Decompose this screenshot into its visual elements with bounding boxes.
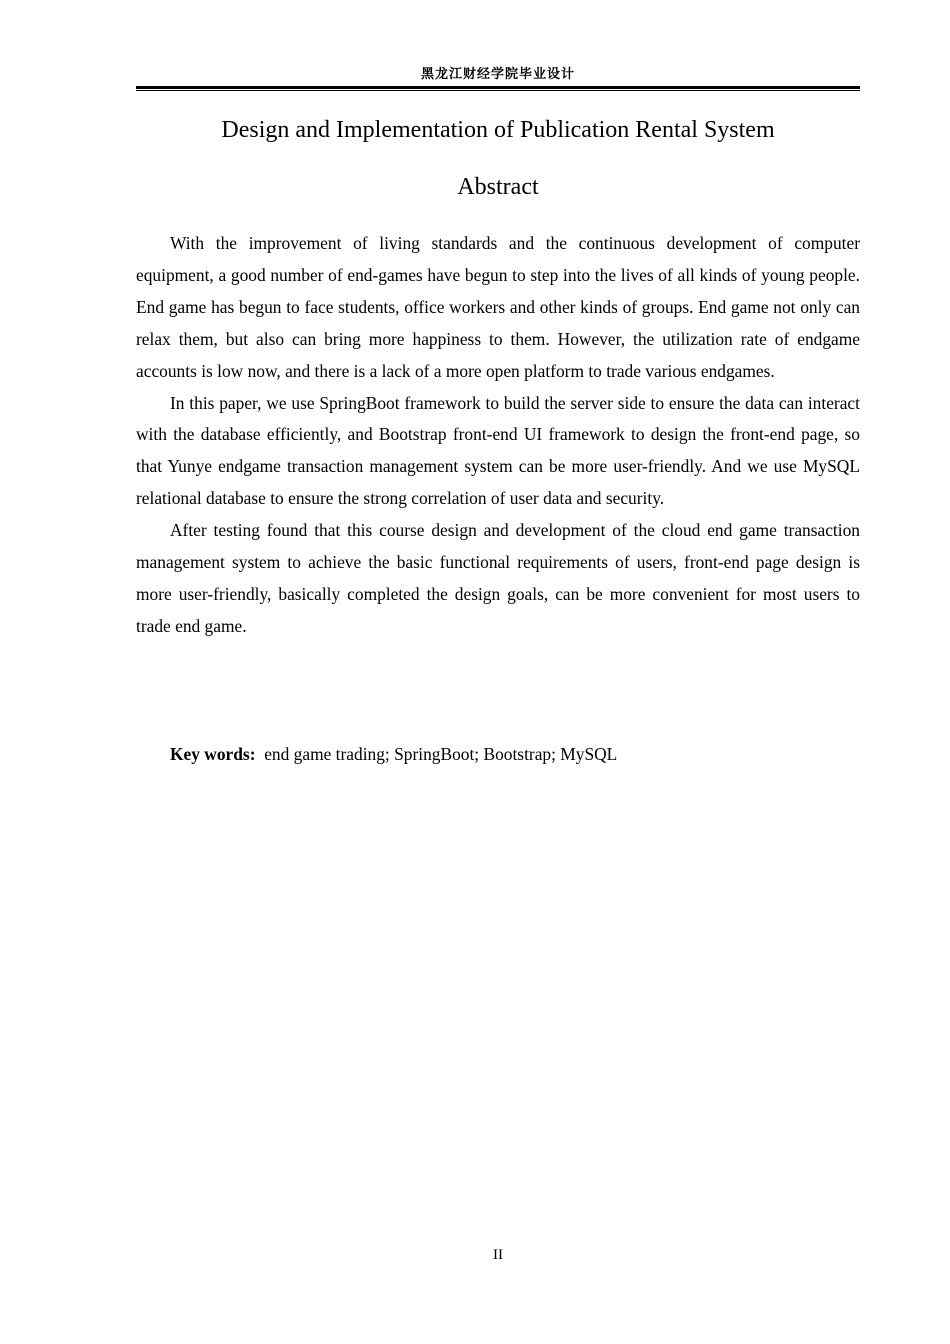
abstract-paragraph-3: After testing found that this course design and development of the cloud end game transaction management system to achieve the basic functional requirements of users, front-end page design is more user-friendly, basically completed the design goals, can be more convenient for most users to trade end game. [136,520,860,636]
keywords-label: Key words: [170,744,256,764]
keywords-value: end game trading; SpringBoot; Bootstrap; MySQL [264,744,618,764]
page-number: II [493,1247,503,1263]
running-header: 黑龙江财经学院毕业设计 [420,67,575,82]
header-rule-thick [136,86,860,89]
header-rule-thin [136,90,860,91]
keywords-line [136,739,860,771]
abstract-heading: Abstract [457,174,539,200]
abstract-body [136,228,860,643]
abstract-paragraph-2: In this paper, we use SpringBoot framework to build the server side to ensure the data can interact with the database efficiently, and Bootstrap front-end UI framework to design the front-end page, so that Yunye endgame transaction management system can be more user-friendly. And we use MySQL relational database to ensure the strong correlation of user data and security. [136,392,860,509]
abstract-paragraph-1: With the improvement of living standards and the continuous development of computer equipment, a good number of end-games have begun to step into the lives of all kinds of young people. End game has begun to face students, office workers and other kinds of groups. End game not only can relax them, but also can bring more happiness to them. However, the utilization rate of endgame accounts is low now, and there is a lack of a more open platform to trade various endgames. [136,233,860,381]
paper-title: Design and Implementation of Publication Rental System [221,117,775,143]
